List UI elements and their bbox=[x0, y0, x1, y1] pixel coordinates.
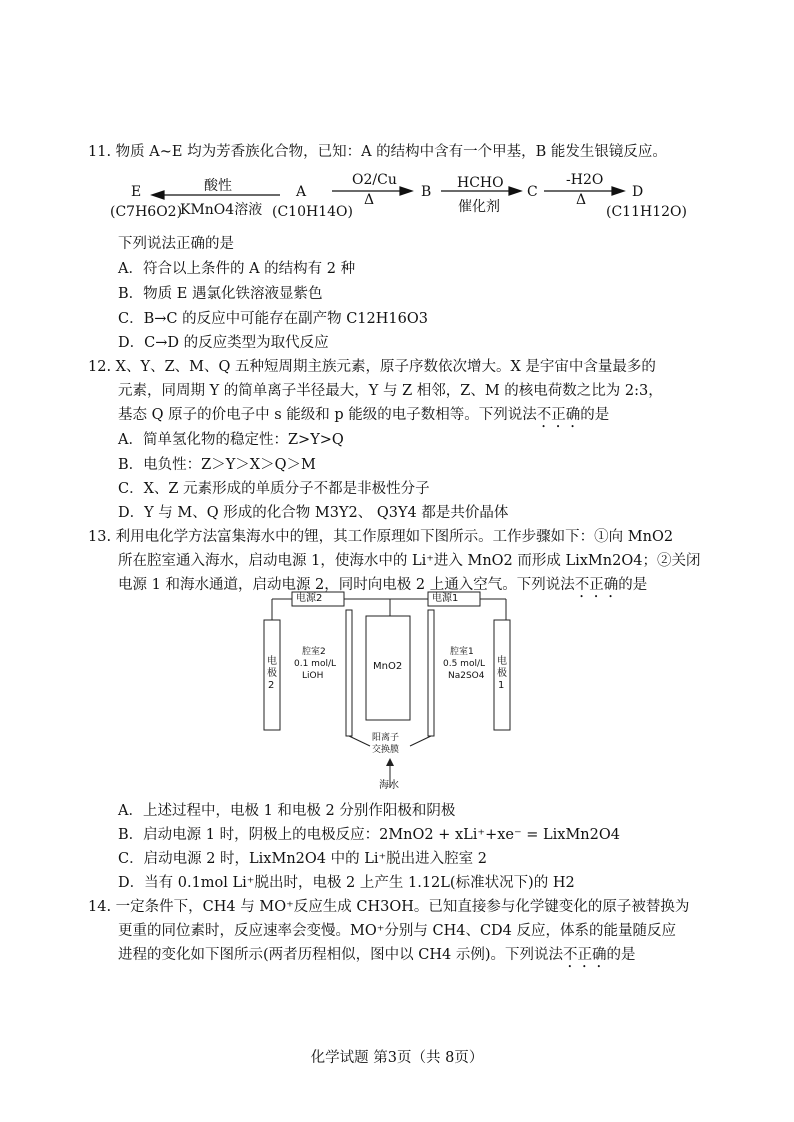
compound-a-formula: (C10H14O) bbox=[272, 204, 353, 220]
membrane-label: 阳离子 bbox=[372, 733, 400, 743]
arrow-c-below: 催化剂 bbox=[458, 199, 500, 215]
q11-option-d: D．C→D 的反应类型为取代反应 bbox=[118, 335, 329, 351]
reaction-arrows bbox=[0, 0, 794, 240]
q14-stem-line2: 更重的同位素时，反应速率会变慢。MO⁺分别与 CH4、CD4 反应，体系的能量随反应 bbox=[118, 923, 677, 939]
q11-option-a: A．符合以上条件的 A 的结构有 2 种 bbox=[118, 261, 356, 277]
q11-option-c: C．B→C 的反应中可能存在副产物 C12H16O3 bbox=[118, 311, 428, 327]
arrow-c-above: HCHO bbox=[457, 175, 504, 191]
chamber-1-label: 腔室1 bbox=[450, 647, 474, 657]
q12-option-c: C．X、Z 元素形成的单质分子不都是非极性分子 bbox=[118, 481, 430, 497]
seawater-label: 海水 bbox=[379, 780, 399, 791]
chamber-2-label: 腔室2 bbox=[302, 647, 326, 657]
compound-a: A bbox=[296, 184, 307, 200]
arrow-d-below: Δ bbox=[576, 192, 587, 208]
q13-option-b: B．启动电源 1 时，阴极上的电极反应：2MnO2 + xLi⁺+xe⁻ = LixMn2O4 bbox=[118, 827, 620, 843]
compound-e-formula: (C7H6O2) bbox=[110, 204, 183, 220]
arrow-e-below: KMnO4溶液 bbox=[180, 202, 263, 218]
electrode-1-label: 电 bbox=[497, 656, 507, 667]
q12-stem-line3: 基态 Q 原子的价电子中 s 能级和 p 能级的电子数相等。下列说法不正确的是 bbox=[118, 407, 610, 423]
compound-d-formula: (C11H12O) bbox=[606, 204, 687, 220]
emphasis-not-correct: 不正确 bbox=[536, 407, 581, 423]
q12-stem-line1: 12. X、Y、Z、M、Q 五种短周期主族元素，原子序数依次增大。X 是宇宙中含量最多的 bbox=[88, 359, 656, 375]
q13-stem-line3: 电源 1 和海水通道，启动电源 2，同时向电极 2 上通入空气。下列说法不正确的是 bbox=[118, 577, 648, 593]
q11-option-b: B．物质 E 遇氯化铁溶液显紫色 bbox=[118, 286, 323, 302]
arrow-b-below: Δ bbox=[364, 192, 375, 208]
q12-option-a: A．简单氢化物的稳定性：Z>Y>Q bbox=[118, 432, 344, 448]
arrow-e-above: 酸性 bbox=[204, 178, 232, 194]
q13-option-a: A．上述过程中，电极 1 和电极 2 分别作阳极和阴极 bbox=[118, 803, 456, 819]
q13-option-d: D．当有 0.1mol Li⁺脱出时，电极 2 上产生 1.12L(标准状况下)的 H2 bbox=[118, 875, 575, 891]
electrolysis-diagram: 电源2 电源1 电 极 2 电 极 1 腔室2 0.1 mol/L LiOH 腔室1 0.5 mol/L Na2SO4 MnO2 阳离子 交换膜 海水 bbox=[262, 586, 524, 796]
electrode-2-label: 电 bbox=[267, 656, 277, 667]
power-1-label: 电源1 bbox=[432, 593, 459, 604]
q13-stem-line1: 13. 利用电化学方法富集海水中的锂，其工作原理如下图所示。工作步骤如下：①向 MnO2 bbox=[88, 529, 674, 545]
mno2-label: MnO2 bbox=[373, 661, 403, 672]
q11-prompt: 下列说法正确的是 bbox=[118, 236, 234, 252]
arrow-b-above: O2/Cu bbox=[352, 172, 397, 188]
q12-option-d: D．Y 与 M、Q 形成的化合物 M3Y2、 Q3Y4 都是共价晶体 bbox=[118, 505, 509, 521]
q12-stem-line2: 元素，同周期 Y 的简单离子半径最大，Y 与 Z 相邻，Z、M 的核电荷数之比为 2:3， bbox=[118, 383, 663, 399]
q13-stem-line2: 所在腔室通入海水，启动电源 1，使海水中的 Li⁺进入 MnO2 而形成 LixMn2O4；②关闭 bbox=[118, 553, 701, 569]
emphasis-not-correct: 不正确 bbox=[574, 577, 619, 593]
compound-b: B bbox=[421, 184, 432, 200]
q14-stem-line1: 14. 一定条件下，CH4 与 MO⁺反应生成 CH3OH。已知直接参与化学键变化的原子被替换为 bbox=[88, 899, 690, 915]
compound-d: D bbox=[632, 184, 644, 200]
q11-stem: 11. 物质 A~E 均为芳香族化合物，已知：A 的结构中含有一个甲基，B 能发生银镜反应。 bbox=[88, 144, 667, 160]
q12-option-b: B．电负性：Z＞Y＞X＞Q＞M bbox=[118, 457, 316, 473]
compound-e: E bbox=[131, 184, 142, 200]
compound-c: C bbox=[527, 184, 538, 200]
page-footer: 化学试题 第3页（共 8页） bbox=[310, 1050, 484, 1066]
arrow-d-above: -H2O bbox=[566, 172, 604, 188]
power-2-label: 电源2 bbox=[296, 593, 323, 604]
diagram-lines bbox=[262, 586, 524, 796]
emphasis-not-correct: 不正确 bbox=[563, 947, 607, 963]
q14-stem-line3: 进程的变化如下图所示(两者历程相似，图中以 CH4 示例)。下列说法不正确的是 bbox=[118, 947, 636, 963]
q13-option-c: C．启动电源 2 时，LixMn2O4 中的 Li⁺脱出进入腔室 2 bbox=[118, 851, 487, 867]
